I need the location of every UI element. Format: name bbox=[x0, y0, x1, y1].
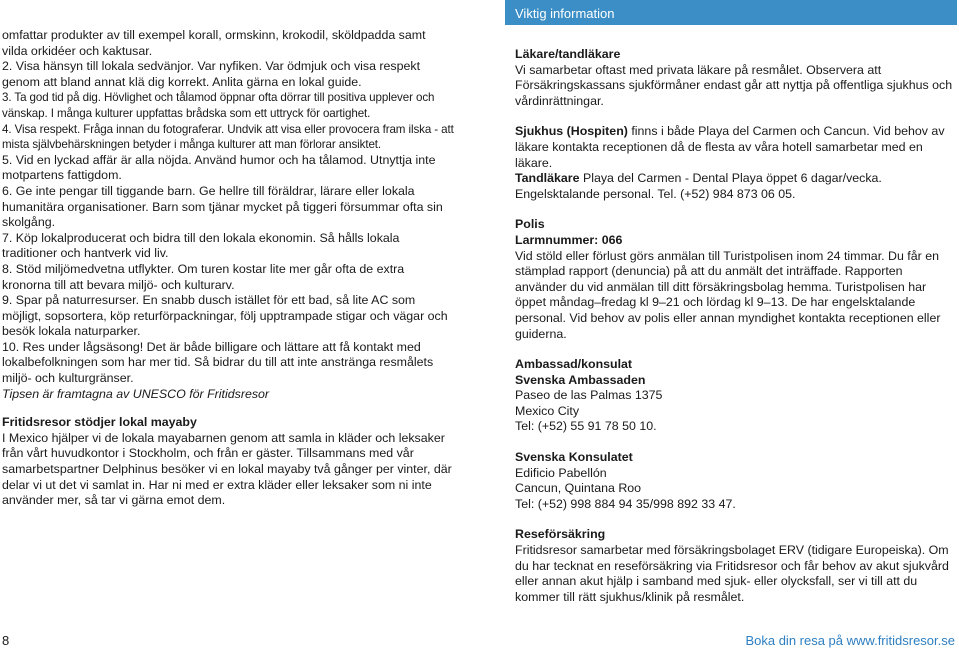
consulate-address-line-1: Edificio Pabellón bbox=[515, 465, 607, 480]
tip-5: 5. Vid en lyckad affär är alla nöjda. Använd humor och ha tålamod. Utnyttja inte motpartens fattigdom. bbox=[2, 152, 436, 183]
info-banner: Viktig information bbox=[505, 0, 957, 25]
dentist-paragraph bbox=[515, 171, 957, 202]
left-column bbox=[2, 28, 454, 509]
tip-6: 6. Ge inte pengar till tiggande barn. Ge hellre till föräldrar, lärare eller lokala humanitära organisationer. Barn som tjänar mycket på tiggeri försummar ofta sin skolgång. bbox=[2, 183, 443, 230]
tip-9: 9. Spar på naturresurser. En snabb dusch istället för ett bad, så lite AC som möjligt, sopsortera, köp returförpackningar, följ upptrampade stigar och vägar och besök lokala naturparker. bbox=[2, 293, 448, 339]
embassy-phone: Tel: (+52) 55 91 78 50 10. bbox=[515, 419, 657, 434]
hospitals-paragraph bbox=[515, 124, 957, 171]
tip-3: 3. Ta god tid på dig. Hövlighet och tålamod öppnar ofta dörrar till positiva upplever och vänskap. I många kulturer uppfattas brådska som ett uttryck för oartighet. bbox=[2, 91, 435, 120]
police-text: Vid stöld eller förlust görs anmälan till Turistpolisen inom 24 timmar. Du får en stämplad rapport (denuncia) på att du anmält det inträffade. Rapporten använder du vid anmälan till ditt försäkringsbolag hemma. Turistpolisen har öppet måndag–fredag kl 9–21 och lördag kl 9–13. De har engelsktalande personal. Vid behov av polis eller annan myndighet kontakta receptionen eller guiderna. bbox=[515, 248, 941, 341]
support-text: I Mexico hjälper vi de lokala mayabarnen genom att samla in kläder och leksaker från vårt huvudkontor i Stockholm, och från er gäster. Tillsammans med vår samarbetspartner Delphinus besöker vi en lokal mayaby två gånger per vinter, där delar vi ut det vi samlat in. Har ni med er extra kläder eller leksaker som ni inte använder mer, så tar vi gärna emot dem. bbox=[2, 430, 452, 508]
doctors-heading: Läkare/tandläkare bbox=[515, 47, 621, 61]
embassy-address-line-2: Mexico City bbox=[515, 403, 580, 418]
right-column bbox=[505, 0, 957, 605]
embassy-heading: Ambassad/konsulat bbox=[515, 357, 633, 372]
dentist-label: Tandläkare bbox=[515, 171, 580, 186]
consulate-address-line-2: Cancun, Quintana Roo bbox=[515, 481, 642, 496]
unesco-note: Tipsen är framtagna av UNESCO för Fritidsresor bbox=[2, 386, 270, 401]
support-heading: Fritidsresor stödjer lokal mayaby bbox=[2, 415, 197, 430]
tip-4: 4. Visa respekt. Fråga innan du fotograferar. Undvik att visa eller provocera fram ilska - att mista självbehärskningen betyder i många kulturer att man förlorar ansiktet. bbox=[2, 122, 454, 152]
doctors-text: Vi samarbetar oftast med privata läkare på resmålet. Observera att Försäkringskassans sjukförmåner endast går att nyttja på offentliga sjukhus och vårdinrättningar. bbox=[515, 62, 953, 108]
tip-8: 8. Stöd miljömedvetna utflykter. Om turen kostar lite mer går ofta de extra kronorna till att bevara miljö- och kulturarv. bbox=[2, 261, 405, 292]
info-body bbox=[505, 47, 957, 605]
consulate-phone: Tel: (+52) 998 884 94 35/998 892 33 47. bbox=[515, 496, 736, 511]
tip-7: 7. Köp lokalproducerat och bidra till den lokala ekonomin. Så hålls lokala traditioner och hantverk vid liv. bbox=[2, 230, 400, 261]
consulate-name: Svenska Konsulatet bbox=[515, 450, 633, 465]
paragraph-intro: omfattar produkter av till exempel korall, ormskinn, krokodil, sköldpadda samt vilda orkidéer och kaktusar. bbox=[2, 28, 426, 58]
hospitals-label: Sjukhus (Hospiten) bbox=[515, 124, 628, 139]
police-heading: Polis bbox=[515, 217, 545, 232]
police-emergency-number: Larmnummer: 066 bbox=[515, 232, 623, 247]
dentist-text: Playa del Carmen - Dental Playa öppet 6 dagar/vecka. Engelsktalande personal. Tel. (+52) 984 873 06 05. bbox=[515, 171, 882, 201]
embassy-address-line-1: Paseo de las Palmas 1375 bbox=[515, 388, 663, 403]
embassy-name: Svenska Ambassaden bbox=[515, 372, 646, 387]
page-number: 8 bbox=[2, 633, 10, 648]
insurance-text: Fritidsresor samarbetar med försäkringsbolaget ERV (tidigare Europeiska). Om du har tecknat en reseförsäkring via Fritidsresor och får behov av akut sjukvård eller annan akut hjälp i samband med sjuk- eller olycksfall, ser vi till att du kommer till rätt sjukhus/klinik på resmålet. bbox=[515, 543, 949, 604]
hospitals-text: finns i både Playa del Carmen och Cancun. Vid behov av läkare kontakta receptionen då de flesta av våra hotell samarbetar med en läkare. bbox=[515, 124, 945, 170]
tip-10: 10. Res under lågsäsong! Det är både billigare och lättare att få kontakt med lokalbefolkningen som har mer tid. Så bidrar du till att inte anstränga resmålets miljö- och kulturgränser. bbox=[2, 339, 434, 386]
tip-2: 2. Visa hänsyn till lokala sedvänjor. Var nyfiken. Var ödmjuk och visa respekt genom att bland annat klä dig korrekt. Anlita gärna en lokal guide. bbox=[2, 59, 421, 89]
insurance-heading: Reseförsäkring bbox=[515, 527, 606, 542]
booking-link[interactable]: Boka din resa på www.fritidsresor.se bbox=[745, 633, 955, 648]
